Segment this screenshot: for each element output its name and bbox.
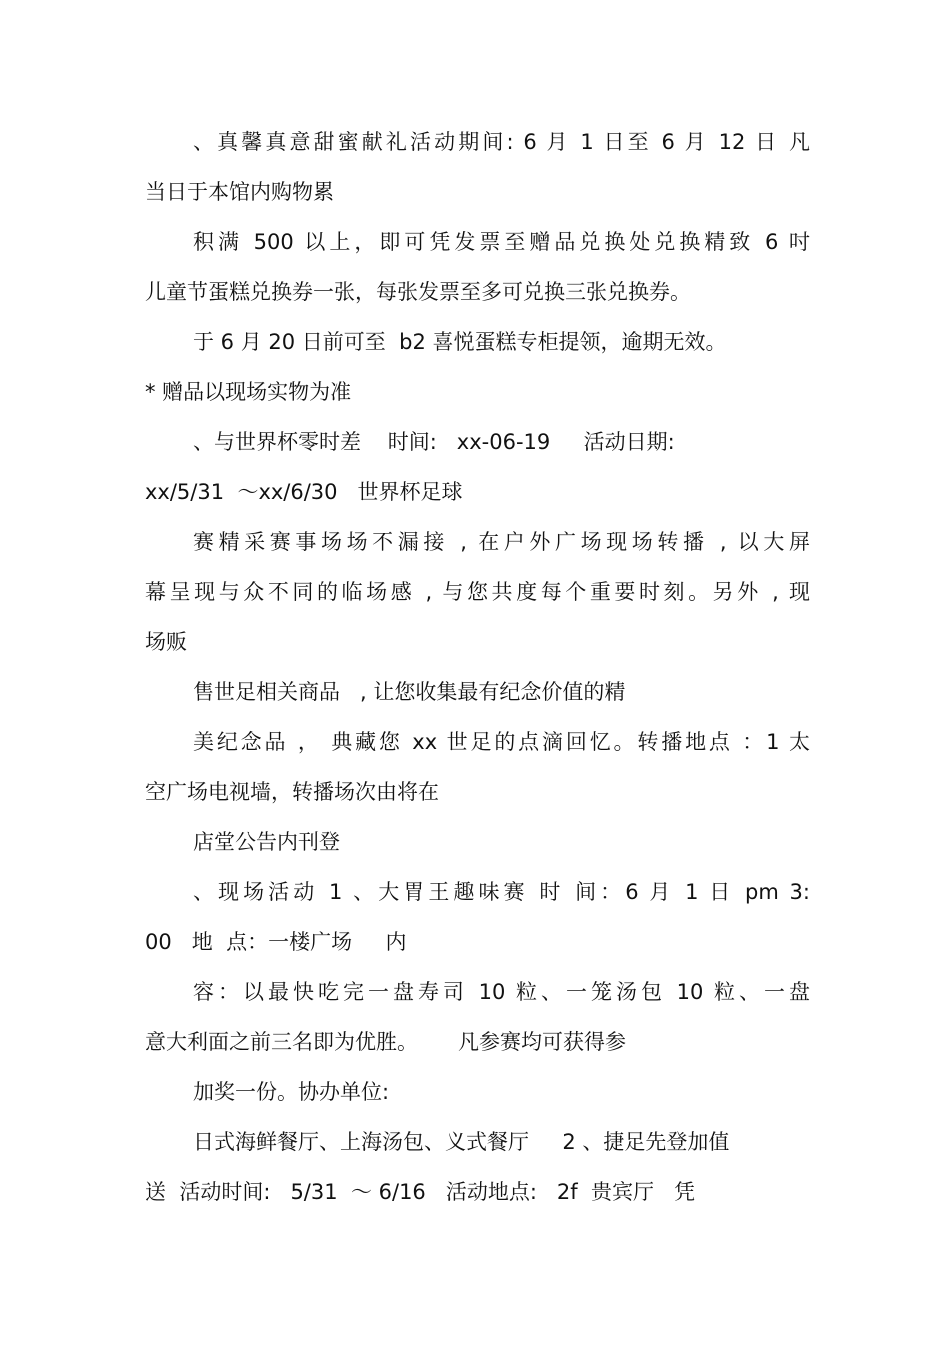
text-line: 积满 500 以上，即可凭发票至赠品兑换处兑换精致 6 吋 [193,230,810,254]
text-line: 儿童节蛋糕兑换券一张，每张发票至多可兑换三张兑换券。 [145,280,691,304]
text-line: 、真馨真意甜蜜献礼活动期间: 6 月 1 日至 6 月 12 日 凡 [193,130,810,154]
text-line: xx/5/31 ～xx/6/30 世界杯足球 [145,480,463,504]
text-line: 空广场电视墙，转播场次由将在 [145,780,439,804]
text-line: 美纪念品 ， 典藏您 xx 世足的点滴回忆。转播地点 ：1 太 [193,730,810,754]
text-line: 加奖一份。协办单位: [193,1080,390,1104]
text-line: 店堂公告内刊登 [193,830,340,854]
text-line: 于 6 月 20 日前可至 b2 喜悦蛋糕专柜提领，逾期无效。 [193,330,727,354]
text-line: 赛精采赛事场场不漏接 , 在户外广场现场转播 , 以大屏 [193,530,810,554]
text-line: 送 活动时间: 5/31 ～ 6/16 活动地点: 2f 贵宾厅 凭 [145,1180,696,1204]
text-line: 日式海鲜餐厅、上海汤包、义式餐厅 2 、捷足先登加值 [193,1130,730,1154]
text-line: 00 地 点：一楼广场 内 [145,930,407,954]
text-line: 容：以最快吃完一盘寿司 10 粒、一笼汤包 10 粒、一盘 [193,980,810,1004]
text-line: 幕呈现与众不同的临场感 , 与您共度每个重要时刻。另外 , 现 [145,580,810,604]
text-line: * 赠品以现场实物为准 [145,380,352,404]
text-line: 意大利面之前三名即为优胜。 凡参赛均可获得参 [145,1030,627,1054]
text-line: 、现场活动 1 、大胃王趣味赛 时 间：6 月 1 日 pm 3: [193,880,810,904]
text-line: 场贩 [145,630,187,654]
text-line: 售世足相关商品 , 让您收集最有纪念价值的精 [193,680,626,704]
text-line: 当日于本馆内购物累 [145,180,334,204]
text-line: 、与世界杯零时差 时间: xx-06-19 活动日期: [193,430,675,454]
